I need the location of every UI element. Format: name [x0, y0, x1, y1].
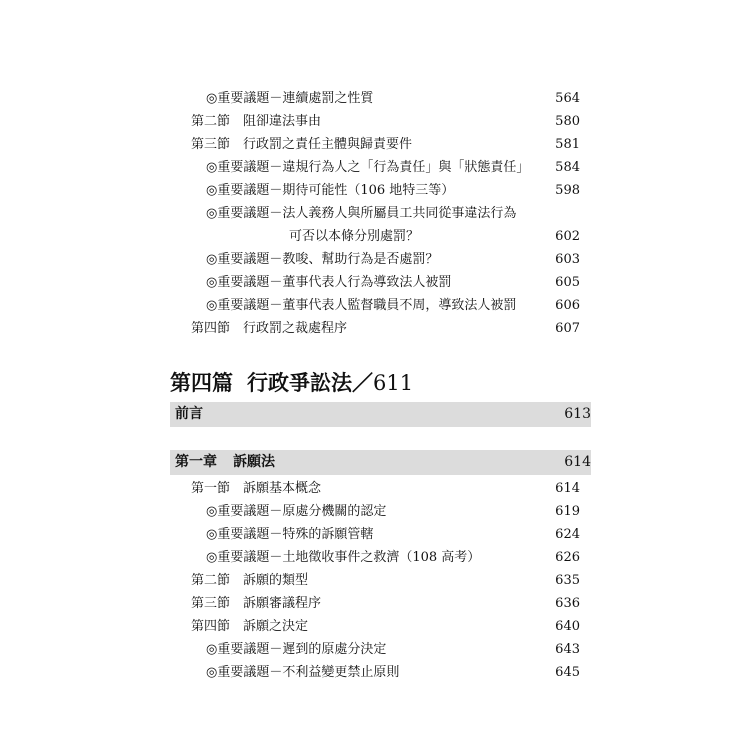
toc-entry-title: ◎重要議題－董事代表人監督職員不周，導致法人被罰	[206, 298, 517, 313]
toc-entry	[0, 524, 750, 546]
toc-entry	[0, 203, 750, 225]
toc-entry-title: ◎重要議題－連續處罰之性質	[206, 91, 374, 106]
toc-entry	[0, 88, 750, 110]
toc-entry	[0, 295, 750, 317]
toc-entry-title: ◎重要議題－法人義務人與所屬員工共同從事違法行為	[206, 206, 517, 221]
toc-entry-page: 605	[555, 275, 580, 290]
toc-entry-title: ◎重要議題－特殊的訴願管轄	[206, 527, 374, 542]
toc-entry-title: 第三節 訴願審議程序	[191, 596, 322, 611]
toc-entry-page: 606	[555, 298, 580, 313]
toc-entry-page: 602	[555, 229, 580, 244]
chapter-name: 訴願法	[233, 454, 275, 470]
toc-entry	[0, 593, 750, 615]
toc-entry-title: 第三節 行政罰之責任主體與歸責要件	[191, 137, 413, 152]
toc-entry-page: 603	[555, 252, 580, 267]
toc-entry-page: 580	[555, 114, 580, 129]
toc-entry	[0, 226, 750, 248]
toc-entry-page: 624	[555, 527, 580, 542]
toc-entry	[0, 249, 750, 271]
toc-entry-title: ◎重要議題－土地徵收事件之救濟（108 高考）	[206, 550, 481, 565]
toc-entry-title: ◎重要議題－原處分機關的認定	[206, 504, 387, 519]
chapter-band	[170, 450, 591, 475]
toc-entry-page: 643	[555, 642, 580, 657]
toc-entry	[0, 478, 750, 500]
chapter-heading	[175, 450, 275, 475]
toc-entry-title: ◎重要議題－遲到的原處分決定	[206, 642, 387, 657]
toc-entry-title: 第一節 訴願基本概念	[191, 481, 322, 496]
toc-entry-page: 635	[555, 573, 580, 588]
toc-entry	[0, 639, 750, 661]
toc-entry-title: 第二節 訴願的類型	[191, 573, 309, 588]
chapter-page: 614	[564, 454, 591, 470]
toc-entry-page: 581	[555, 137, 580, 152]
part-label: 第四篇	[170, 370, 233, 395]
toc-entry-page: 640	[555, 619, 580, 634]
chapter-label: 第一章	[175, 454, 217, 470]
toc-entry	[0, 272, 750, 294]
part-page: 611	[373, 371, 414, 395]
toc-entry-page: 607	[555, 321, 580, 336]
toc-entry-title: ◎重要議題－不利益變更禁止原則	[206, 665, 400, 680]
toc-entry-page: 564	[555, 91, 580, 106]
toc-entry-page: 645	[555, 665, 580, 680]
toc-entry	[0, 547, 750, 569]
toc-entry-page: 614	[555, 481, 580, 496]
toc-entry	[0, 111, 750, 133]
part-heading	[170, 367, 590, 399]
toc-entry-title: 可否以本條分別處罰？	[289, 229, 420, 244]
toc-entry-page: 584	[555, 160, 580, 175]
toc-entry-title: ◎重要議題－違規行為人之「行為責任」與「狀態責任」	[206, 160, 530, 175]
toc-entry-page: 619	[555, 504, 580, 519]
toc-entry	[0, 180, 750, 202]
toc-entry	[0, 616, 750, 638]
toc-entry-title: 第四節 訴願之決定	[191, 619, 309, 634]
toc-entry-page: 626	[555, 550, 580, 565]
toc-entry	[0, 157, 750, 179]
toc-entry-title: ◎重要議題－董事代表人行為導致法人被罰	[206, 275, 452, 290]
toc-entry-title: 第四節 行政罰之裁處程序	[191, 321, 348, 336]
toc-entry-page: 598	[555, 183, 580, 198]
toc-entry-page: 636	[555, 596, 580, 611]
part-name: 行政爭訟法／	[247, 370, 373, 395]
preface-title: 前言	[175, 406, 203, 422]
preface-page: 613	[564, 406, 591, 422]
toc-entry	[0, 570, 750, 592]
toc-entry	[0, 134, 750, 156]
toc-entry	[0, 501, 750, 523]
toc-entry-title: 第二節 阻卻違法事由	[191, 114, 322, 129]
preface-band	[170, 402, 591, 427]
toc-entry-title: ◎重要議題－期待可能性（106 地特三等）	[206, 183, 455, 198]
toc-entry	[0, 662, 750, 684]
toc-entry-title: ◎重要議題－教唆、幫助行為是否處罰？	[206, 252, 439, 267]
toc-entry	[0, 318, 750, 340]
